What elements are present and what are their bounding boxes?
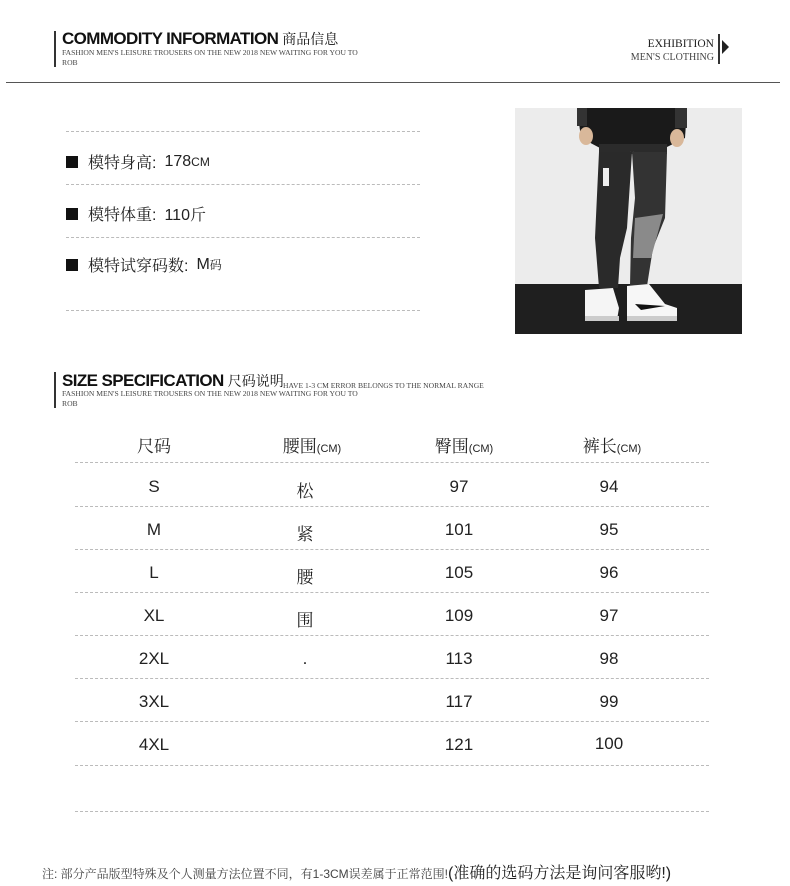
table-cell-size: S: [148, 477, 160, 496]
table-cell-hip: 117: [445, 692, 473, 711]
table-cell-length: 100: [594, 734, 624, 753]
footnote-emphasis: (准确的选码方法是询问客服哟!): [448, 865, 672, 882]
size-error-note: HAVE 1-3 CM ERROR BELONGS TO THE NORMAL RANGE: [283, 381, 484, 390]
table-cell-hip: 109: [444, 606, 474, 625]
model-height-value: 178CM: [164, 152, 210, 170]
size-subtitle: FASHION MEN'S LEISURE TROUSERS ON THE NEW 2018 NEW WAITING FOR YOU TO ROB: [62, 389, 358, 408]
table-header-length: 裤长(CM): [582, 437, 642, 456]
table-cell-size: 4XL: [138, 735, 170, 754]
table-cell-waist: 松: [296, 482, 314, 501]
section-title-cn: 商品信息: [282, 31, 339, 47]
table-cell-size: XL: [143, 606, 165, 625]
table-divider: [75, 462, 709, 463]
table-cell-hip: 101: [444, 520, 474, 539]
table-header-size: 尺码: [137, 437, 171, 456]
table-header-hip: 臀围(CM): [434, 437, 494, 456]
section-title-en: COMMODITY INFORMATION: [62, 29, 279, 48]
table-cell-waist: 腰: [296, 568, 314, 587]
table-divider: [75, 549, 709, 550]
table-divider: [75, 635, 709, 636]
table-divider: [75, 811, 709, 812]
exhibition-subtitle: MEN'S CLOTHING: [630, 52, 714, 63]
footnote-text: 注: 部分产品版型特殊及个人测量方法位置不同，有1-3CM误差属于正常范围!: [42, 867, 449, 881]
table-cell-length: 94: [599, 477, 619, 496]
table-cell-length: 99: [599, 692, 619, 711]
exhibition-title: EXHIBITION: [647, 38, 714, 50]
table-divider: [75, 592, 709, 593]
model-size-label: 模特试穿码数:: [88, 258, 189, 275]
model-height-label: 模特身高:: [88, 155, 157, 172]
table-divider: [75, 765, 709, 766]
table-header-waist: 腰围(CM): [282, 437, 342, 456]
table-cell-size: M: [146, 520, 162, 539]
table-cell-length: 98: [599, 649, 619, 668]
table-divider: [75, 721, 709, 722]
table-cell-length: 97: [599, 606, 619, 625]
table-cell-waist: .: [302, 649, 308, 668]
table-cell-size: L: [149, 563, 159, 582]
size-title-en: SIZE SPECIFICATION: [62, 371, 224, 390]
table-cell-hip: 105: [444, 563, 474, 582]
table-cell-size: 3XL: [138, 692, 170, 711]
table-cell-length: 96: [599, 563, 619, 582]
table-cell-size: 2XL: [138, 649, 170, 668]
table-divider: [75, 678, 709, 679]
table-divider: [75, 506, 709, 507]
model-weight-label: 模特体重:: [88, 207, 157, 224]
model-weight-value: 110斤: [164, 207, 206, 224]
table-cell-waist: 紧: [296, 525, 314, 544]
table-cell-hip: 121: [444, 735, 474, 754]
size-footnote: [42, 860, 671, 883]
table-cell-hip: 97: [449, 477, 469, 496]
size-title-cn: 尺码说明: [227, 373, 284, 389]
table-cell-hip: 113: [445, 649, 473, 668]
table-cell-length: 95: [599, 520, 619, 539]
section-subtitle: FASHION MEN'S LEISURE TROUSERS ON THE NEW 2018 NEW WAITING FOR YOU TO ROB: [62, 48, 358, 67]
table-cell-waist: 围: [296, 611, 314, 630]
model-size-value: M码: [196, 255, 222, 273]
